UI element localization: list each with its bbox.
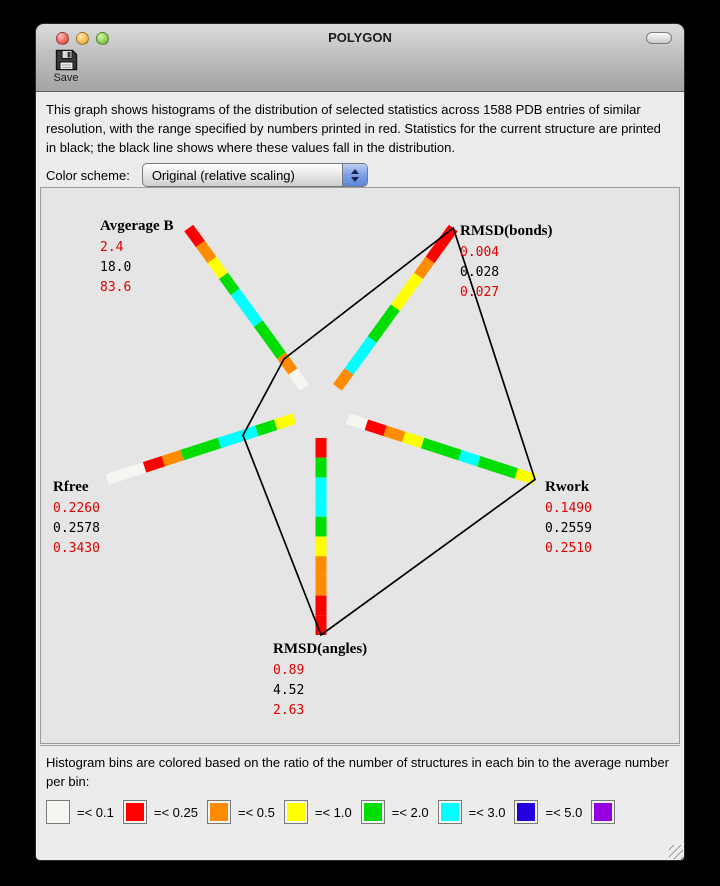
histogram-bin-segment <box>316 537 327 557</box>
axis-min: 2.4 <box>100 240 124 255</box>
axis-value: 0.2578 <box>53 521 100 536</box>
histogram-bin-segment <box>316 477 327 497</box>
legend-bin-red <box>123 800 207 824</box>
legend-bin-white <box>46 800 123 824</box>
axis-max: 83.6 <box>100 280 132 295</box>
axis-label-rmsd-bonds- <box>460 222 553 303</box>
histogram-bin-segment <box>383 426 405 443</box>
orange-swatch-icon <box>207 800 231 824</box>
color-scheme-dropdown[interactable] <box>142 163 368 187</box>
histogram-bin-segment <box>180 444 202 461</box>
polygon-window <box>36 24 684 860</box>
axis-value: 18.0 <box>100 260 132 275</box>
legend-bin-label: =< 3.0 <box>468 804 506 820</box>
axis-label-rmsd-angles- <box>273 640 367 721</box>
histogram-bin-segment <box>143 456 165 473</box>
save-button-label: Save <box>53 72 79 84</box>
description-panel <box>36 92 684 187</box>
toolbar <box>36 52 684 92</box>
title-bar[interactable] <box>36 24 684 52</box>
legend-bin-green <box>361 800 438 824</box>
histogram-bin-segment <box>316 438 327 458</box>
blue-swatch-icon <box>514 800 538 824</box>
axis-label-avgerage-b <box>100 217 173 298</box>
histogram-bin-segment <box>316 596 327 616</box>
axis-name: RMSD(bonds) <box>460 223 553 239</box>
axis-name: RMSD(angles) <box>273 641 368 657</box>
histogram-bin-segment <box>458 450 480 467</box>
axis-value: 4.52 <box>273 683 305 698</box>
floppy-disk-icon <box>54 48 79 72</box>
arrow-up-icon <box>351 169 359 174</box>
purple-swatch-icon <box>591 800 615 824</box>
legend-panel <box>40 745 680 860</box>
histogram-bin-segment <box>440 444 462 461</box>
cyan-swatch-icon <box>438 800 462 824</box>
histogram-bin-segment <box>255 420 277 437</box>
resize-grip-icon[interactable] <box>669 845 683 859</box>
axis-max: 0.2510 <box>545 541 592 556</box>
axis-name: Rwork <box>545 479 590 495</box>
histogram-bin-segment <box>477 456 499 473</box>
histogram-bin-segment <box>316 458 327 478</box>
window-chrome <box>36 24 684 92</box>
axis-min: 0.2260 <box>53 501 100 516</box>
save-button[interactable] <box>44 48 88 84</box>
legend-bin-purple <box>591 800 631 824</box>
histogram-bin-segment <box>316 576 327 596</box>
histogram-bin-segment <box>316 556 327 576</box>
histogram-bin-segment <box>316 497 327 517</box>
color-scheme-row <box>46 163 674 187</box>
legend-bin-blue <box>514 800 591 824</box>
legend-bin-label: =< 1.0 <box>314 804 352 820</box>
window-title: POLYGON <box>328 30 392 45</box>
legend-bin-yellow <box>284 800 361 824</box>
legend-bin-orange <box>207 800 284 824</box>
axis-min: 0.89 <box>273 663 305 678</box>
description-text: This graph shows histograms of the distribution of selected statistics across 1588 PDB entries of similar resolution, with the range specified by numbers printed in red. Statistics for the current structure are printed in black; the black line shows where these values fall in the distribution. <box>46 102 661 155</box>
axis-label-rfree <box>53 478 100 559</box>
legend-bin-label: =< 0.25 <box>153 804 198 820</box>
color-scheme-value: Original (relative scaling) <box>151 168 295 183</box>
toolbar-toggle-pill[interactable] <box>646 32 672 44</box>
axis-min: 0.1490 <box>545 501 592 516</box>
axis-value: 0.2559 <box>545 521 592 536</box>
legend-bin-label: =< 0.5 <box>237 804 275 820</box>
dropdown-arrows-icon <box>342 164 367 186</box>
histogram-bin-segment <box>199 438 221 455</box>
axis-value: 0.028 <box>460 265 500 280</box>
histogram-bin-segment <box>105 468 127 485</box>
legend-bin-label: =< 2.0 <box>391 804 429 820</box>
red-swatch-icon <box>123 800 147 824</box>
legend-bin-label: =< 5.0 <box>545 804 583 820</box>
legend-bin-cyan <box>438 800 515 824</box>
axis-max: 0.3430 <box>53 541 100 556</box>
axis-label-rwork <box>545 478 592 559</box>
plot-panel <box>40 187 680 744</box>
white-swatch-icon <box>46 800 70 824</box>
axis-name: Rfree <box>53 479 89 495</box>
legend-bins-row <box>46 800 674 824</box>
arrow-down-icon <box>351 177 359 182</box>
green-swatch-icon <box>361 800 385 824</box>
histogram-bin-segment <box>496 462 518 479</box>
histogram-bin-segment <box>402 432 424 449</box>
legend-bin-label: =< 0.1 <box>77 804 114 820</box>
axis-max: 0.027 <box>460 285 500 300</box>
histogram-bin-segment <box>218 432 240 449</box>
histogram-bin-segment <box>162 450 184 467</box>
histogram-bin-segment <box>421 438 443 455</box>
histogram-bin-segment <box>124 462 146 479</box>
yellow-swatch-icon <box>284 800 308 824</box>
axis-max: 2.63 <box>273 703 305 718</box>
histogram-bin-segment <box>316 517 327 537</box>
color-scheme-label: Color scheme: <box>46 167 130 183</box>
histogram-bin-segment <box>365 420 387 437</box>
legend-heading: Histogram bins are colored based on the ratio of the number of structures in each bin to the average number per bin: <box>46 755 669 789</box>
axis-name: Avgerage B <box>100 218 174 234</box>
histogram-bin-segment <box>346 413 368 430</box>
axis-min: 0.004 <box>460 245 500 260</box>
histogram-bin-segment <box>274 413 296 430</box>
